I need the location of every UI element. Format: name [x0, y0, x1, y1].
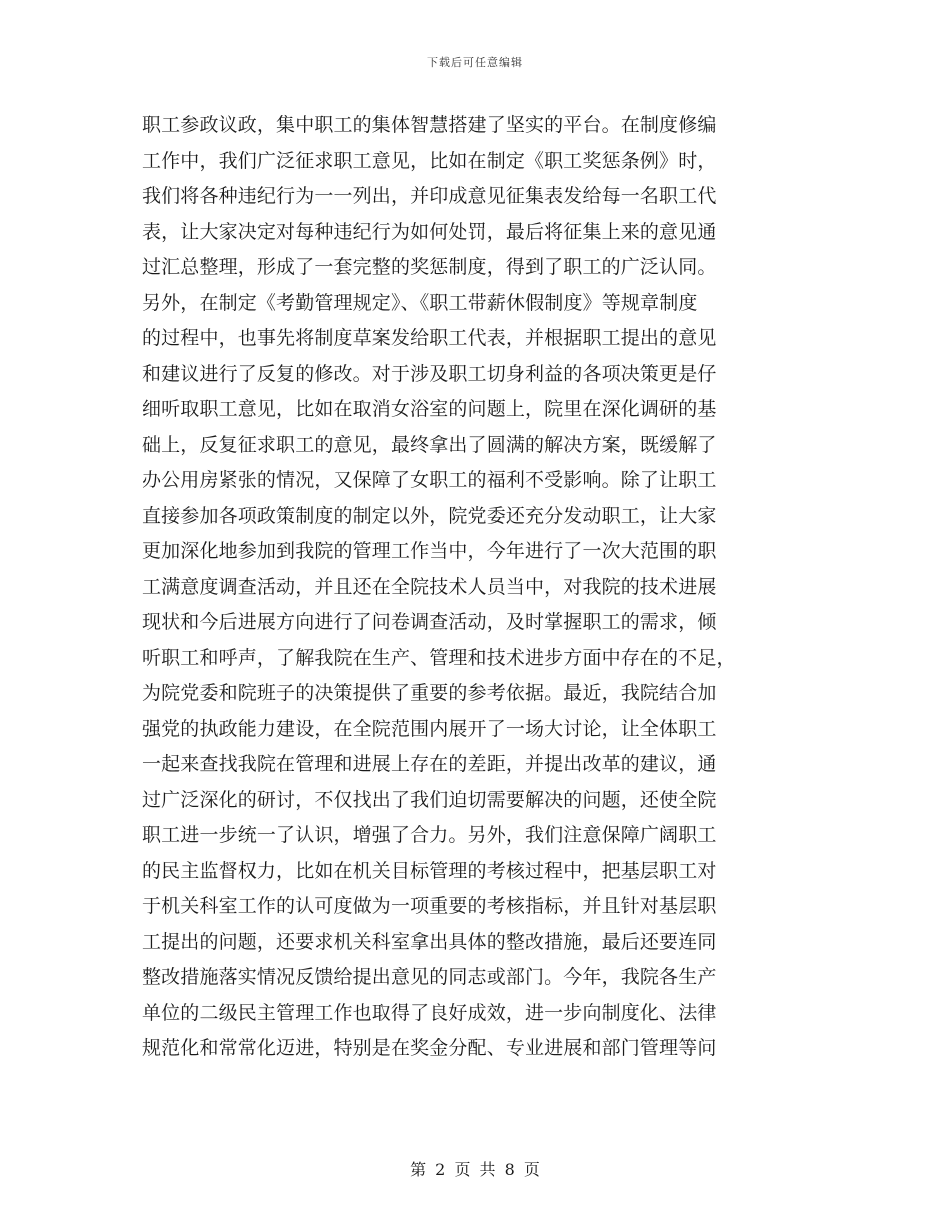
- text-line: 和建议进行了反复的修改。对于涉及职工切身利益的各项决策更是仔: [142, 362, 717, 385]
- text-line: 过广泛深化的研讨，不仅找出了我们迫切需要解决的问题，还使全院: [142, 788, 717, 811]
- page-footer: 第 2 页 共 8 页: [410, 1160, 540, 1179]
- text-line: 另外，在制定《考勤管理规定》、《职工带薪休假制度》等规章制度: [142, 291, 698, 314]
- text-line: 的过程中，也事先将制度草案发给职工代表，并根据职工提出的意见: [142, 327, 717, 349]
- text-line: 工提出的问题，还要求机关科室拿出具体的整改措施，最后还要连同: [142, 930, 717, 953]
- document-body: [142, 108, 810, 1067]
- text-line: 整改措施落实情况反馈给提出意见的同志或部门。今年，我院各生产: [142, 966, 717, 988]
- text-line: 为院党委和院班子的决策提供了重要的参考依据。最近，我院结合加: [142, 682, 717, 704]
- text-line: 办公用房紧张的情况，又保障了女职工的福利不受影响。除了让职工: [142, 469, 717, 491]
- text-line: 工满意度调查活动，并且还在全院技术人员当中，对我院的技术进展: [142, 575, 717, 598]
- text-line: 听职工和呼声，了解我院在生产、管理和技术进步方面中存在的不足，: [142, 646, 736, 669]
- text-line: 础上，反复征求职工的意见，最终拿出了圆满的解决方案，既缓解了: [142, 433, 717, 456]
- text-line: 一起来查找我院在管理和进展上存在的差距，并提出改革的建议，通: [142, 753, 717, 775]
- text-line: 更加深化地参加到我院的管理工作当中，今年进行了一次大范围的职: [142, 540, 717, 562]
- text-line: 职工进一步统一了认识，增强了合力。另外，我们注意保障广阔职工: [142, 824, 717, 846]
- text-line: 过汇总整理，形成了一套完整的奖惩制度，得到了职工的广泛认同。: [142, 256, 717, 278]
- text-line: 细听取职工意见，比如在取消女浴室的问题上，院里在深化调研的基: [142, 398, 717, 420]
- text-line: 工作中，我们广泛征求职工意见，比如在制定《职工奖惩条例》时，: [142, 149, 717, 172]
- text-line: 强党的执政能力建设，在全院范围内展开了一场大讨论，让全体职工: [142, 717, 717, 740]
- text-line: 的民主监督权力，比如在机关目标管理的考核过程中，把基层职工对: [142, 859, 717, 882]
- text-line: 单位的二级民主管理工作也取得了良好成效，进一步向制度化、法律: [142, 1001, 717, 1024]
- text-line: 我们将各种违纪行为一一列出，并印成意见征集表发给每一名职工代: [142, 185, 717, 207]
- page-header: 下载后可任意编辑: [427, 56, 523, 69]
- text-line: 职工参政议政，集中职工的集体智慧搭建了坚实的平台。在制度修编: [142, 114, 717, 136]
- text-line: 直接参加各项政策制度的制定以外，院党委还充分发动职工，让大家: [142, 504, 717, 527]
- text-line: 现状和今后进展方向进行了问卷调查活动，及时掌握职工的需求，倾: [142, 611, 717, 633]
- text-line: 规范化和常常化迈进，特别是在奖金分配、专业进展和部门管理等问: [142, 1037, 717, 1059]
- text-line: 于机关科室工作的认可度做为一项重要的考核指标，并且针对基层职: [142, 895, 717, 917]
- text-line: 表，让大家决定对每种违纪行为如何处罚，最后将征集上来的意见通: [142, 220, 717, 243]
